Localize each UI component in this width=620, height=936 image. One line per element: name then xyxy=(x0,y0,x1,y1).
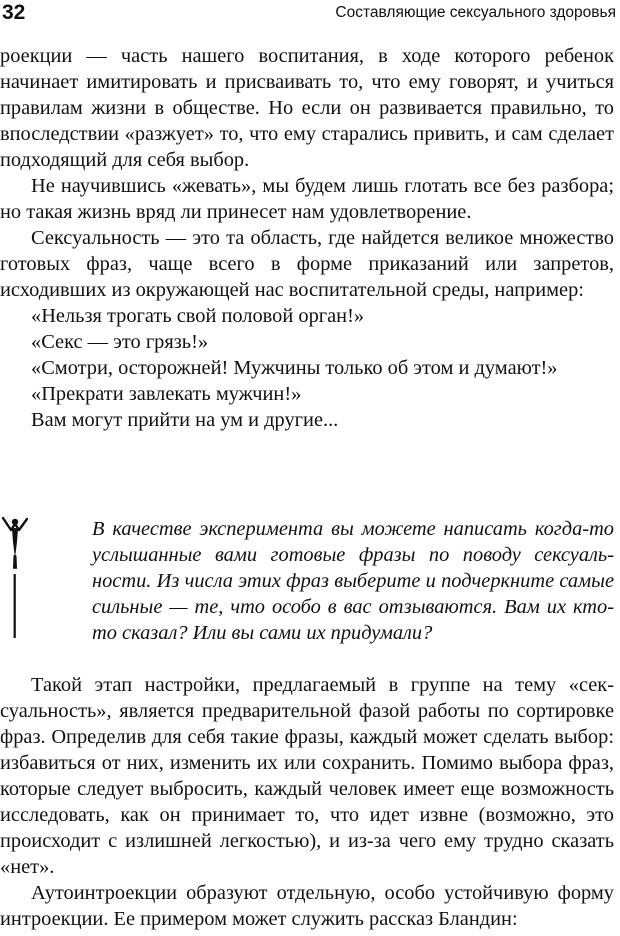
running-head: Составляющие сексуального здоровья xyxy=(335,4,616,21)
paragraph-1: роекции — часть нашего воспитания, в ходе которого ребенок начинает имитировать и присваивать то, что ему говорят, и учиться правилам жизни в обществе. Но если он развивается правильно, то впоследствии «разжует» то, что ему старались привить, и сам сделает подходящий для себя выбор. xyxy=(0,45,614,171)
exercise-paragraph: В качестве эксперимента вы можете написать когда-то услышанные вами готовые фразы по поводу сексуальности. Из числа этих фраз выберите и подчеркните самые сильные — те, что особо в вас отзываются. Вам их кто-то сказал? Или вы сами их придумали? xyxy=(92,518,614,644)
quote-3: «Смотри, осторожней! Мужчины только об этом и думают!» xyxy=(31,357,558,379)
figure-icon xyxy=(2,516,28,640)
quote-2: «Секс — это грязь!» xyxy=(31,331,209,353)
quote-4: «Прекрати завлекать мужчин!» xyxy=(31,383,302,405)
paragraph-5: Такой этап настройки, предлагаемый в группе на тему «сексуальность», является предварительной фазой работы по сортировке фраз. Определив для себя такие фразы, каждый может сделать выбор: избавиться от них, изменить их или сохранить. Помимо выбора фраз, которые следует выбросить, каждый человек имеет еще возможность исследовать, как он принимает то, что идет извне (возможно, это происходит с излишней легкостью), и из-за чего ему трудно сказать «нет». xyxy=(0,674,614,878)
page-header xyxy=(0,0,620,28)
paragraph-4: Вам могут прийти на ум и другие... xyxy=(31,409,339,431)
main-text-continued xyxy=(0,672,614,932)
exercise-text xyxy=(92,516,614,646)
main-text xyxy=(0,43,614,433)
quote-1: «Нельзя трогать свой половой орган!» xyxy=(31,305,365,327)
paragraph-2: Не научившись «жевать», мы будем лишь глотать все без разбора; но такая жизнь вряд ли принесет нам удовлетворение. xyxy=(0,175,614,223)
paragraph-3: Сексуальность — это та область, где найдется великое множество готовых фраз, чаще всего в форме приказаний или запретов, исходивших из окружающей нас воспитательной среды, например: xyxy=(0,227,614,301)
paragraph-6: Аутоинтроекции образуют отдельную, особо устойчивую форму интроекции. Ее примером может служить рассказ Бландин: xyxy=(0,882,614,930)
page-number: 32 xyxy=(2,1,26,24)
exercise-block xyxy=(0,516,620,648)
